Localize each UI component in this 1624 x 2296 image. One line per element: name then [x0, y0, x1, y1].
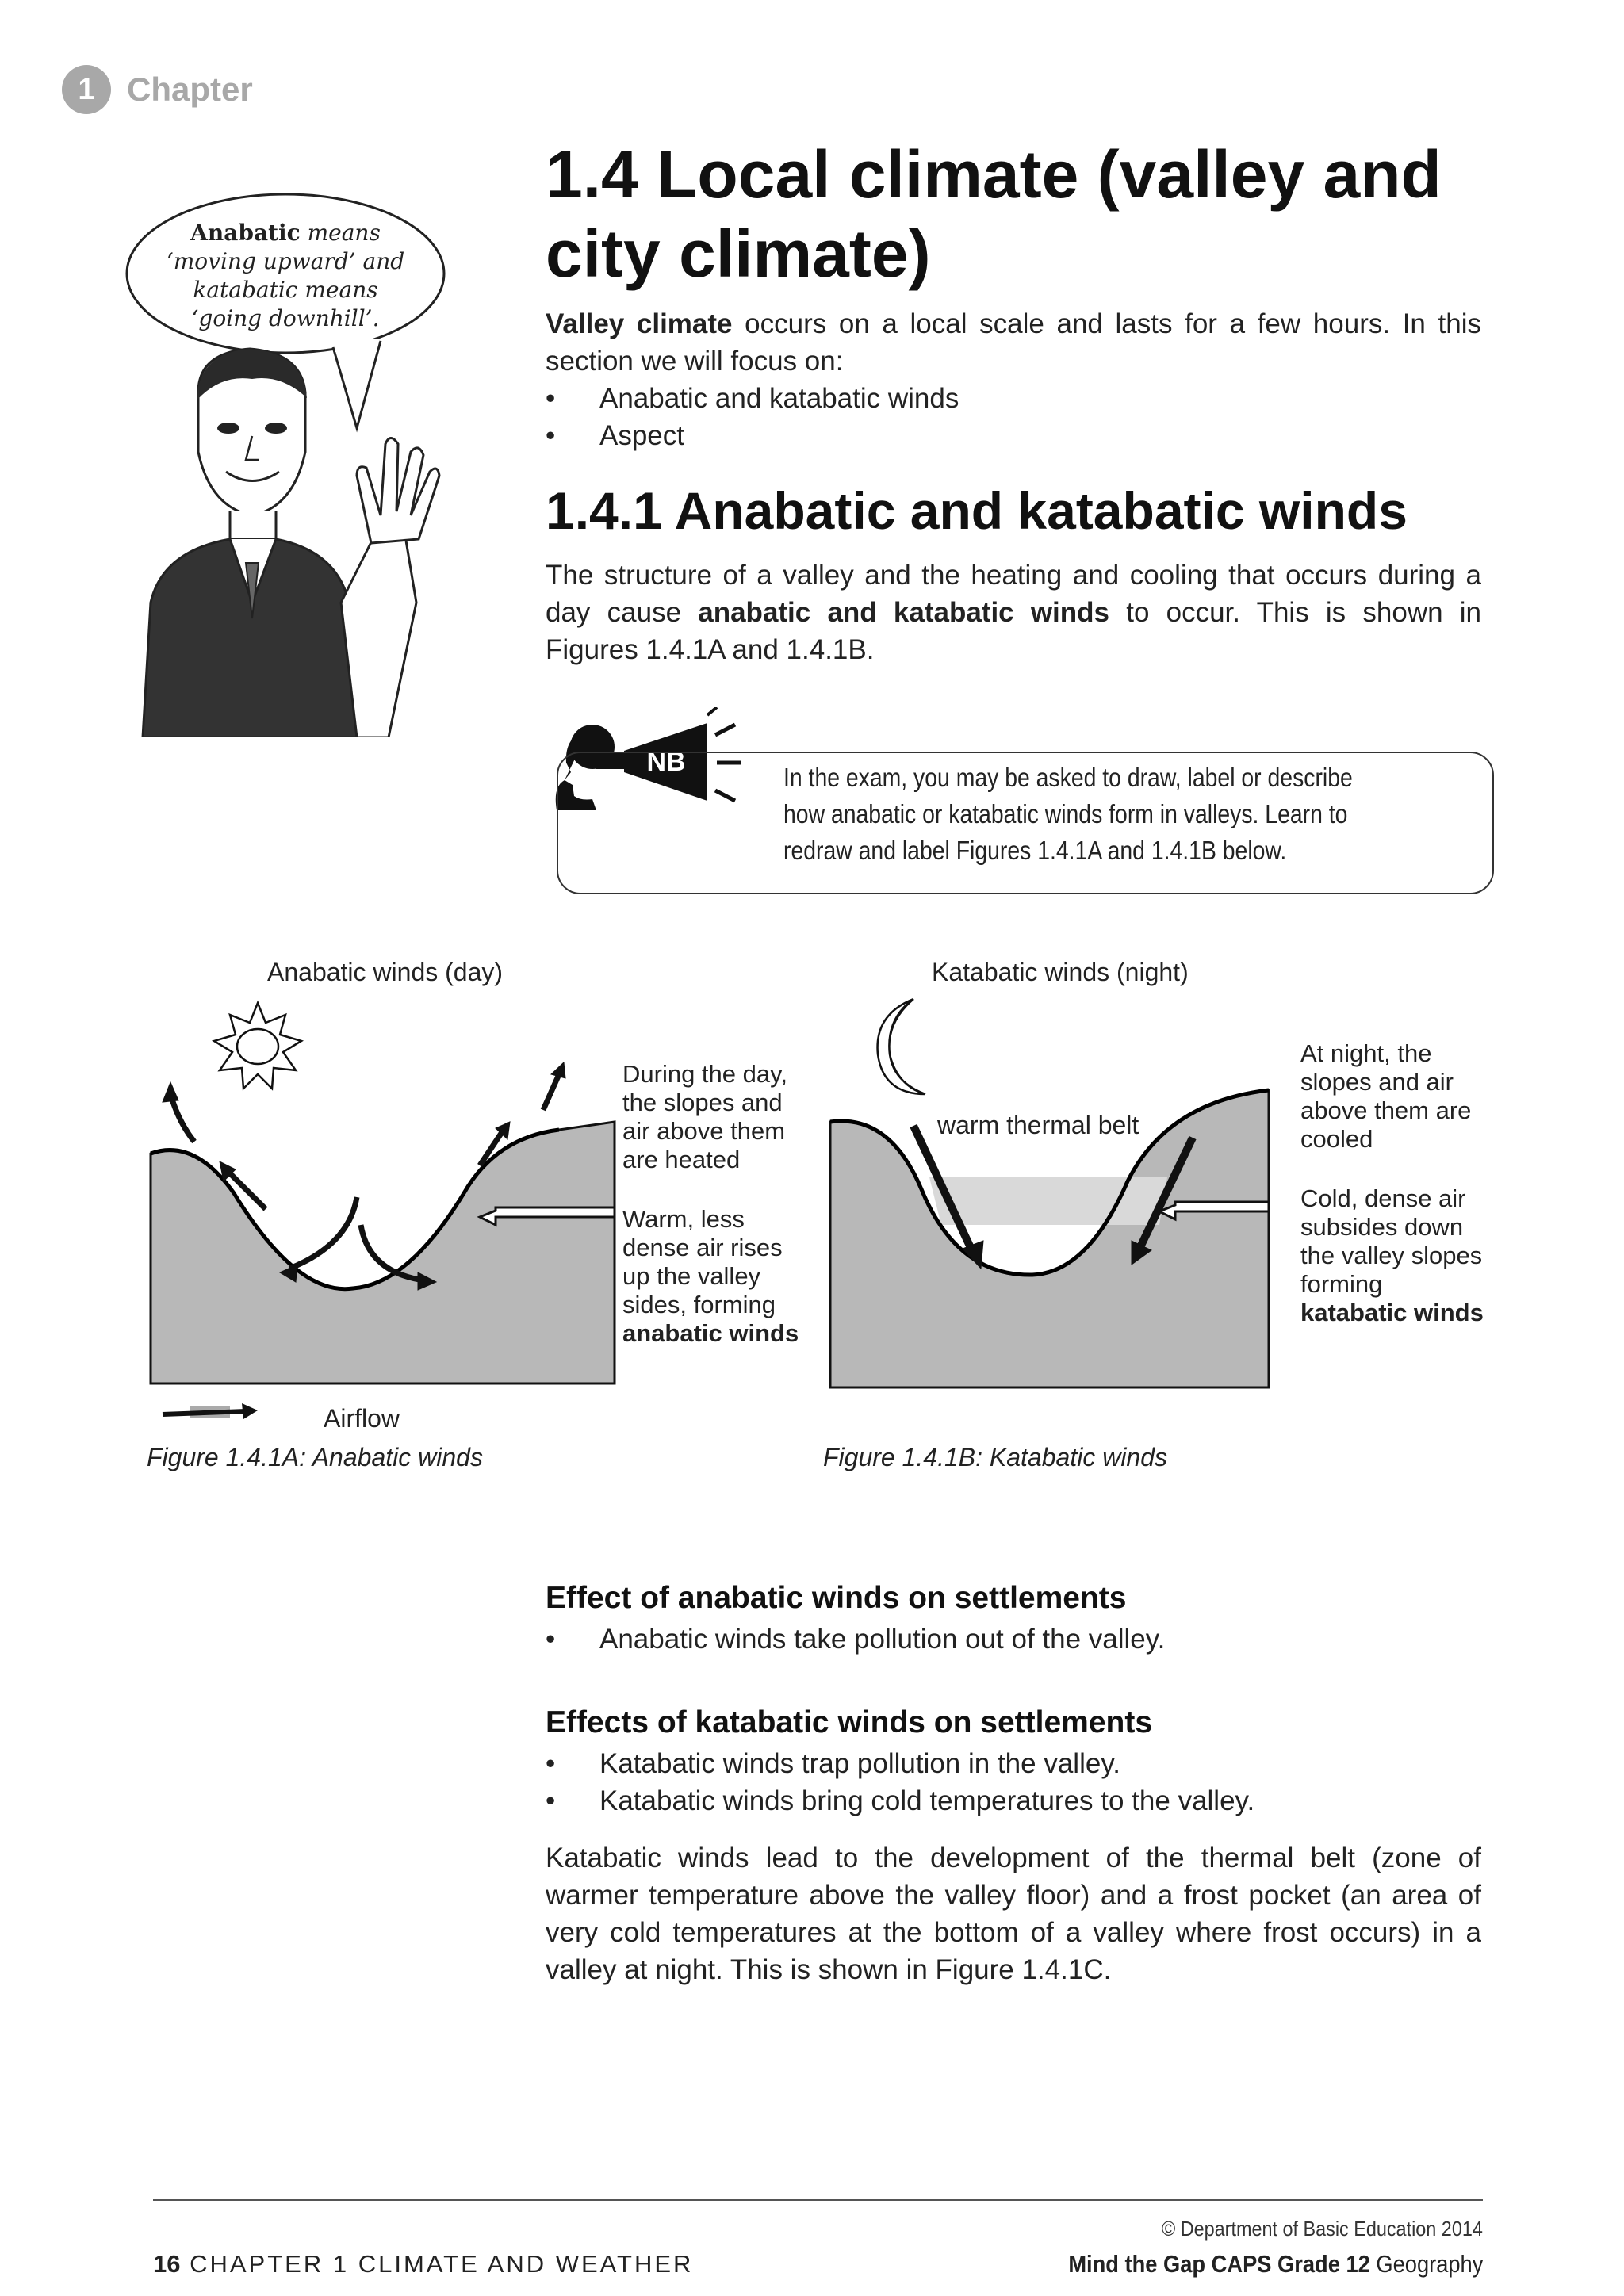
- closing-paragraph: Katabatic winds lead to the development of the thermal belt (zone of warmer temperature above the valley floor) and a frost pocket (an area of very cold temperatures at the bottom of a valley where frost occurs) in a valley at night. This is shown in Figure 1.4.1C.: [546, 1843, 1481, 1985]
- figure-b-note-cooled: At night, the slopes and air above them are cooled: [1300, 1039, 1472, 1153]
- section-paragraph: The structure of a valley and the heating and cooling that occurs during a day cause anabatic and katabatic winds to occur. This is shown in Figures 1.4.1A and 1.4.1B.: [546, 560, 1482, 665]
- airflow-legend-icon: [159, 1402, 270, 1425]
- copyright: © Department of Basic Education 2014: [1162, 2217, 1483, 2241]
- speech-bubble-text: Anabatic means ‘moving upward’ and katabatic means ‘going downhill’.: [166, 220, 405, 331]
- list-item: • Aspect: [546, 417, 1481, 454]
- figure-a-note-heated: During the day, the slopes and air above them are heated: [622, 1060, 787, 1173]
- nb-callout-text: In the exam, you may be asked to draw, label or describe how anabatic or katabatic winds form in valleys. Learn to redraw and label Figures 1.4.1A and 1.4.1B below.: [783, 763, 1353, 865]
- page-title: 1.4 Local climate (valley and city climate): [546, 137, 1442, 291]
- effects-anabatic-section: [546, 1579, 1481, 1658]
- chapter-label: Chapter: [127, 71, 253, 108]
- page-number: 16: [153, 2250, 181, 2278]
- effects-anabatic-heading: Effect of anabatic winds on settlements: [546, 1581, 1127, 1615]
- airflow-legend-label: Airflow: [324, 1404, 400, 1433]
- thermal-belt-label: warm thermal belt: [937, 1111, 1139, 1139]
- figure-b-note-subsides: Cold, dense air subsides down the valley slopes forming katabatic winds: [1300, 1184, 1484, 1326]
- intro-paragraph: Valley climate occurs on a local scale and lasts for a few hours. In this section we will focus on:: [546, 308, 1481, 377]
- figure-b-label: Katabatic winds (night): [932, 958, 1189, 986]
- thermal-belt: [929, 1177, 1167, 1225]
- valley-cross-section: [151, 1122, 615, 1383]
- figure-a-diagram: [147, 995, 622, 1407]
- chapter-number-badge: 1: [62, 65, 111, 114]
- figure-b-caption: Figure 1.4.1B: Katabatic winds: [823, 1443, 1168, 1471]
- effects-katabatic-section: [546, 1704, 1481, 1820]
- footer-chapter: 16 CHAPTER 1 CLIMATE AND WEATHER: [153, 2250, 694, 2278]
- section-title: 1.4.1 Anabatic and katabatic winds: [546, 481, 1408, 540]
- moon-icon: [878, 999, 925, 1094]
- effects-katabatic-heading: Effects of katabatic winds on settlements: [546, 1705, 1153, 1739]
- figure-b-diagram: [826, 983, 1270, 1395]
- list-item: • Katabatic winds trap pollution in the valley.: [546, 1745, 1481, 1782]
- figure-a-caption: Figure 1.4.1A: Anabatic winds: [147, 1443, 483, 1471]
- list-item: • Katabatic winds bring cold temperatures to the valley.: [546, 1782, 1481, 1820]
- footer-divider: [153, 2199, 1483, 2201]
- sun-icon: [214, 1003, 301, 1089]
- chapter-tag: [62, 65, 253, 114]
- nb-badge: NB: [646, 747, 686, 777]
- figure-a-label: Anabatic winds (day): [267, 958, 504, 986]
- footer-book-title: Mind the Gap CAPS Grade 12 Geography: [1067, 2250, 1483, 2278]
- list-item: • Anabatic winds take pollution out of the valley.: [546, 1621, 1481, 1658]
- figure-a-note-rising: Warm, less dense air rises up the valley sides, forming anabatic winds: [622, 1205, 799, 1347]
- list-item: • Anabatic and katabatic winds: [546, 380, 1481, 417]
- intro-list: [546, 380, 1481, 454]
